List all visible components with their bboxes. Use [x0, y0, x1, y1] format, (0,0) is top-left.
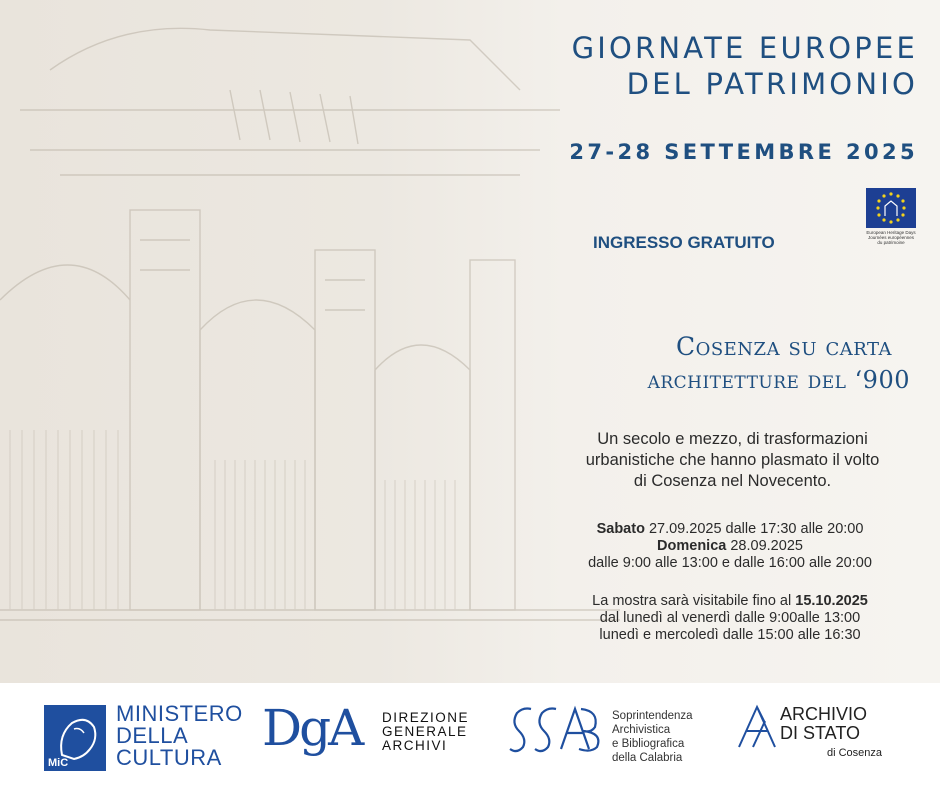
dga-line2: GENERALE	[382, 724, 468, 739]
saturday-hours: 27.09.2025 dalle 17:30 alle 20:00	[644, 521, 864, 537]
asc-line1: ARCHIVIO	[780, 704, 868, 724]
mic-abbr: MiC	[48, 757, 69, 769]
event-title-line1: GIORNATE EUROPEE	[571, 31, 918, 65]
visit-text: La mostra sarà visitabile fino al	[592, 593, 796, 609]
dga-line3: ARCHIVI	[382, 738, 448, 753]
description-line1: Un secolo e mezzo, di trasformazioni	[597, 430, 868, 448]
exhibition-subtitle: architetture del ‘900	[647, 366, 910, 394]
dga-line1: DIREZIONE	[382, 710, 470, 725]
saturday-label: Sabato	[596, 521, 645, 537]
visit-end-date: 15.10.2025	[795, 593, 868, 609]
asc-line2: DI STATO	[780, 723, 861, 743]
badge-line1: European Heritage Days	[866, 230, 916, 235]
eu-stars-icon	[866, 188, 916, 228]
exhibition-visiting-hours	[535, 593, 925, 644]
soprintendenza-logo	[505, 699, 715, 769]
ministero-cultura-logo	[44, 703, 249, 773]
dga-mark: DgA	[262, 699, 362, 757]
badge-line2: Journées européennes	[867, 235, 915, 240]
event-title	[572, 30, 918, 102]
sponsor-footer	[0, 683, 940, 788]
asc-line3: di Cosenza	[827, 747, 883, 759]
asc-emblem	[735, 701, 783, 753]
mic-line2: DELLA	[116, 723, 189, 748]
sunday-label: Domenica	[657, 538, 727, 554]
description-line2: urbanistiche che hanno plasmato il volto	[585, 451, 880, 469]
sab-line2: Archivistica	[612, 724, 671, 736]
event-title-line2: DEL PATRIMONIO	[626, 67, 918, 101]
badge-line3: du patrimoine	[877, 240, 905, 245]
european-heritage-days-badge	[865, 188, 917, 245]
mic-line1: MINISTERO	[116, 701, 243, 726]
sunday-date: 28.09.2025	[726, 538, 803, 554]
event-dates: 27-28 SETTEMBRE 2025	[569, 140, 918, 164]
sunday-hours: dalle 9:00 alle 13:00 e dalle 16:00 alle 20:00	[588, 555, 872, 571]
weekday-hours: dal lunedì al venerdì dalle 9:00alle 13:00	[599, 610, 861, 626]
sab-line1: Soprintendenza	[612, 710, 693, 722]
exhibition-description	[545, 429, 920, 492]
mic-line3: CULTURA	[116, 745, 222, 770]
description-line3: di Cosenza nel Novecento.	[633, 472, 832, 490]
sab-line3: e Bibliografica	[612, 738, 685, 750]
afternoon-hours: lunedì e mercoledì dalle 15:00 alle 16:30	[599, 627, 861, 643]
mic-emblem	[44, 705, 106, 771]
sab-line4: della Calabria	[612, 752, 683, 764]
free-entry-label: INGRESSO GRATUITO	[593, 233, 775, 252]
dga-logo	[262, 699, 482, 769]
archivio-stato-logo	[735, 701, 905, 769]
exhibition-title: Cosenza su carta	[675, 332, 892, 361]
event-schedule	[535, 521, 925, 572]
sab-emblem	[505, 699, 605, 759]
